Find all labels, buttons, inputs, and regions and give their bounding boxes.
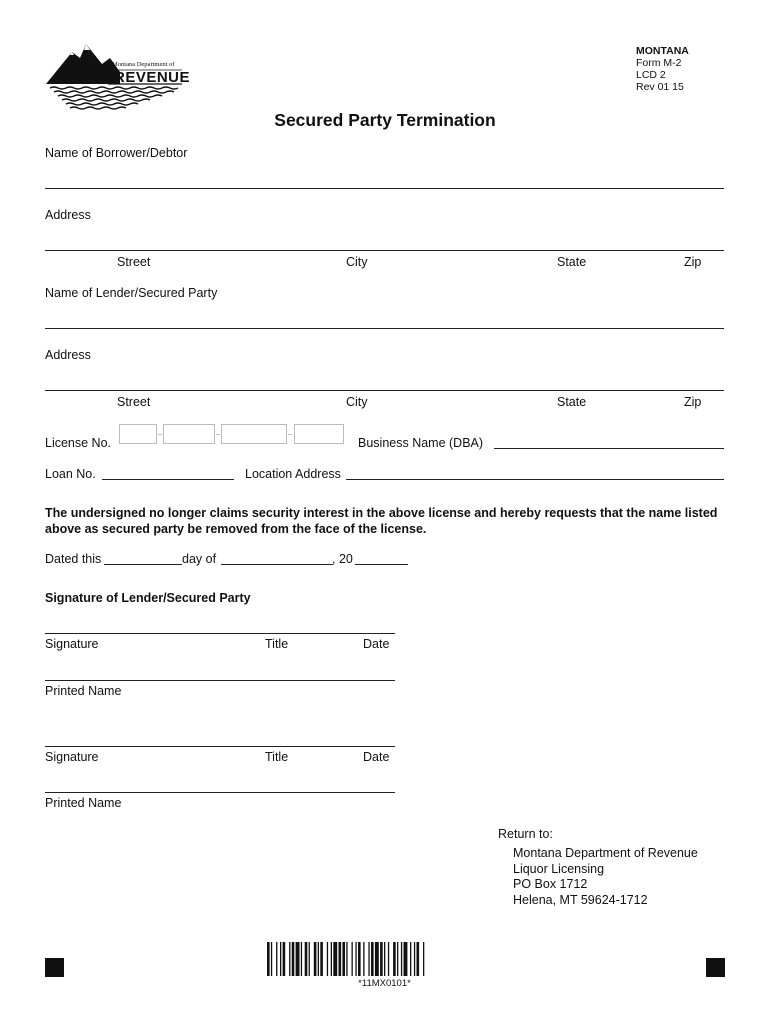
registration-mark-right [706, 958, 725, 977]
lender-zip-caption: Zip [684, 395, 702, 409]
barcode-bar [320, 942, 323, 976]
borrower-name-label: Name of Borrower/Debtor [45, 146, 188, 160]
barcode-bar [375, 942, 379, 976]
borrower-address-field[interactable] [45, 250, 724, 251]
barcode-bar [371, 942, 374, 976]
lender-address-label: Address [45, 348, 91, 362]
loan-number-label: Loan No. [45, 467, 96, 481]
barcode-bar [331, 942, 332, 976]
barcode-bar [292, 942, 295, 976]
lender-name-field[interactable] [45, 328, 724, 329]
signature-caption-2: Signature [45, 750, 99, 764]
barcode-bar [309, 942, 310, 976]
signature-field-2[interactable] [45, 746, 395, 747]
barcode-bar [346, 942, 347, 976]
barcode-bar [404, 942, 408, 976]
return-address-line: Helena, MT 59624-1712 [513, 892, 648, 907]
barcode-bar [380, 942, 383, 976]
barcode-bar [393, 942, 396, 976]
form-number: Form M-2 [636, 57, 682, 69]
return-address-line: Liquor Licensing [513, 861, 605, 876]
business-name-field[interactable] [494, 448, 724, 449]
location-address-label: Location Address [245, 467, 341, 481]
barcode-bar [267, 942, 270, 976]
day-of-label: day of [182, 552, 217, 566]
logo-agency-text: Montana Department of [112, 61, 175, 68]
barcode-bar [305, 942, 308, 976]
license-box-1[interactable] [119, 424, 157, 444]
barcode-bar [388, 942, 389, 976]
day-field[interactable] [104, 564, 182, 565]
license-dash [288, 434, 292, 435]
barcode-bar [384, 942, 385, 976]
license-dash [216, 434, 220, 435]
barcode-bar [397, 942, 398, 976]
borrower-zip-caption: Zip [684, 255, 702, 269]
barcode-bar [414, 942, 415, 976]
signature-heading: Signature of Lender/Secured Party [45, 591, 251, 605]
form-code: LCD 2 [636, 69, 666, 81]
borrower-state-caption: State [557, 255, 587, 269]
signature-field-1[interactable] [45, 633, 395, 634]
year-prefix-label: , 20 [332, 552, 353, 566]
barcode-bar [358, 942, 361, 976]
license-box-3[interactable] [221, 424, 287, 444]
business-name-label: Business Name (DBA) [358, 436, 484, 450]
month-field[interactable] [221, 564, 333, 565]
return-address [513, 846, 698, 908]
barcode-bar [363, 942, 364, 976]
borrower-street-caption: Street [117, 255, 151, 269]
barcode-bar [368, 942, 369, 976]
department-logo [44, 42, 191, 117]
termination-statement: The undersigned no longer claims security interest in the above license and hereby requests that the name listed above as secured party be removed from the face of the license. [45, 506, 718, 536]
barcode-bar [423, 942, 424, 976]
date-caption-2: Date [363, 750, 390, 764]
barcode-bar [280, 942, 281, 976]
barcode-bar [417, 942, 420, 976]
dated-this-label: Dated this [45, 552, 102, 566]
printed-name-caption-2: Printed Name [45, 796, 122, 810]
printed-name-field-2[interactable] [45, 792, 395, 793]
lender-state-caption: State [557, 395, 587, 409]
barcode-bar [342, 942, 345, 976]
barcode-text: *11MX0101* [358, 978, 411, 989]
license-box-2[interactable] [163, 424, 215, 444]
form-revision: Rev 01 15 [636, 81, 684, 93]
registration-mark-left [45, 958, 64, 977]
license-label: License No. [45, 436, 112, 450]
barcode [267, 942, 502, 976]
lender-city-caption: City [346, 395, 368, 409]
return-address-line: PO Box 1712 [513, 877, 588, 891]
printed-name-caption-1: Printed Name [45, 684, 122, 698]
title-caption-1: Title [265, 637, 289, 651]
printed-name-field-1[interactable] [45, 680, 395, 681]
barcode-bar [283, 942, 286, 976]
barcode-bar [355, 942, 356, 976]
barcode-bar [352, 942, 353, 976]
signature-caption-1: Signature [45, 637, 99, 651]
barcode-bar [289, 942, 290, 976]
barcode-bar [327, 942, 328, 976]
license-box-4[interactable] [294, 424, 344, 444]
borrower-address-label: Address [45, 208, 91, 222]
logo-revenue-text: REVENUE [114, 69, 191, 86]
barcode-bar [339, 942, 342, 976]
borrower-name-field[interactable] [45, 188, 724, 189]
date-caption-1: Date [363, 637, 390, 651]
return-to-label: Return to: [498, 827, 553, 841]
page-title: Secured Party Termination [274, 110, 496, 130]
borrower-city-caption: City [346, 255, 368, 269]
lender-street-caption: Street [117, 395, 151, 409]
barcode-bar [296, 942, 300, 976]
barcode-bar [301, 942, 302, 976]
barcode-bar [401, 942, 402, 976]
barcode-bar [314, 942, 317, 976]
year-field[interactable] [355, 564, 408, 565]
barcode-bar [410, 942, 411, 976]
barcode-bar [318, 942, 319, 976]
lender-name-label: Name of Lender/Secured Party [45, 286, 218, 300]
title-caption-2: Title [265, 750, 289, 764]
barcode-bar [333, 942, 337, 976]
barcode-bar [271, 942, 272, 976]
lender-address-field[interactable] [45, 390, 724, 391]
barcode-bar [276, 942, 277, 976]
location-address-field[interactable] [346, 479, 724, 480]
loan-number-field[interactable] [102, 479, 234, 480]
license-dash [158, 434, 162, 435]
return-address-line: Montana Department of Revenue [513, 846, 698, 860]
form-state: MONTANA [636, 45, 689, 57]
form-info [636, 45, 689, 93]
